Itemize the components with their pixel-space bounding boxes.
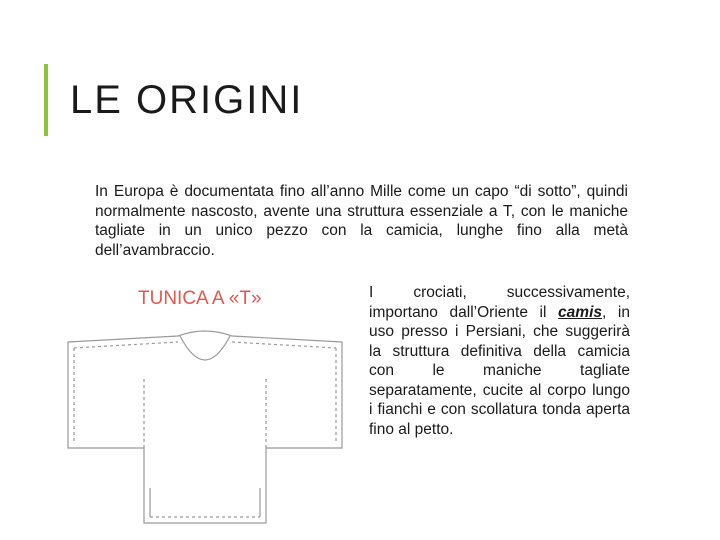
side-text-after: , in uso presso i Persiani, che suggerirà la struttura definitiva della camicia con le maniche tagliate separatamente, cucite al corpo lungo i fianchi e con scollatura tonda aperta fino al petto. bbox=[369, 303, 630, 438]
title-accent-bar bbox=[44, 64, 48, 136]
slide-title: LE ORIGINI bbox=[70, 78, 304, 122]
intro-paragraph: In Europa è documentata fino all’anno Mille come un capo “di sotto”, quindi normalmente nascosto, avente una struttura essenziale a T, con le maniche tagliate in un unico pezzo con la camicia, lunghe fino alla metà dell’avambraccio. bbox=[95, 183, 628, 259]
side-text-before: I crociati, successivamente, importano dall’Oriente il bbox=[369, 284, 630, 321]
tunic-neckline bbox=[180, 336, 230, 360]
camis-term: camis bbox=[558, 303, 602, 321]
side-paragraph bbox=[369, 283, 630, 439]
t-tunic-illustration bbox=[60, 318, 350, 533]
figure-title: TUNICA A «T» bbox=[138, 288, 262, 309]
